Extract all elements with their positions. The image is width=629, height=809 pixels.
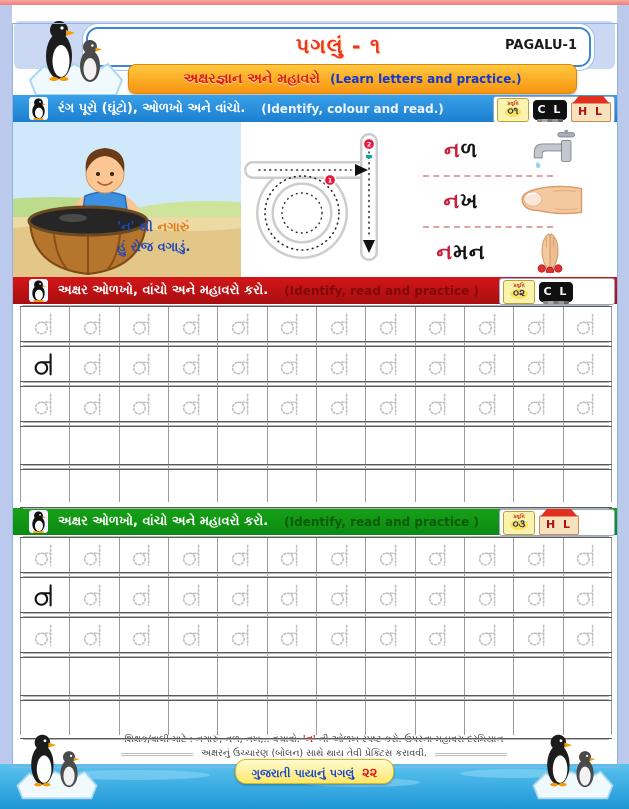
page-title: પગલું - ૧ bbox=[295, 34, 382, 58]
activity-badge-label: પ્રવૃત્તિ bbox=[507, 101, 519, 107]
trace-cell bbox=[69, 307, 118, 341]
trace-cell bbox=[563, 618, 612, 652]
house-roof-icon bbox=[538, 509, 580, 517]
letter-na-glyph bbox=[378, 310, 402, 338]
trace-cell bbox=[119, 538, 168, 572]
trace-cell bbox=[20, 618, 69, 652]
word-row-nal bbox=[417, 128, 613, 172]
activity-badge-number: ૦૨ bbox=[510, 289, 528, 299]
activity2-instruction-gujarati: અક્ષર ઓળખો, વાંચો અને મહાવરો કરો. bbox=[58, 283, 269, 298]
fingernail-icon bbox=[505, 180, 595, 222]
trace-cell bbox=[217, 387, 266, 421]
page-title-english: PAGALU-1 bbox=[505, 38, 577, 53]
illustration-section bbox=[13, 122, 617, 277]
trace-cell bbox=[415, 387, 464, 421]
trace-cell bbox=[563, 387, 612, 421]
penguins-icon bbox=[14, 724, 100, 804]
activity3-badges bbox=[499, 509, 615, 536]
letter-na-glyph bbox=[131, 621, 155, 649]
letter-na-glyph bbox=[82, 390, 106, 418]
letter-na-glyph bbox=[575, 350, 599, 378]
trace-cell bbox=[217, 538, 266, 572]
trace-cell bbox=[513, 347, 562, 381]
blank-writing-row bbox=[20, 700, 612, 739]
word-first-letter: ન bbox=[443, 137, 461, 162]
letter-na-glyph bbox=[526, 621, 550, 649]
letter-na-glyph bbox=[427, 310, 451, 338]
word-separator bbox=[423, 175, 553, 177]
letter-na-glyph bbox=[279, 390, 303, 418]
decorative-top-border bbox=[0, 0, 629, 5]
trace-cell bbox=[415, 618, 464, 652]
activity2-bar bbox=[13, 277, 617, 304]
trace-row bbox=[20, 617, 612, 653]
trace-cell bbox=[20, 347, 69, 381]
letter-na-glyph bbox=[329, 310, 353, 338]
activity-number-badge bbox=[497, 98, 529, 122]
trace-cell bbox=[415, 307, 464, 341]
letter-na-glyph bbox=[526, 390, 550, 418]
activity1-instruction-english: (Identify, colour and read.) bbox=[261, 101, 444, 116]
letter-na-glyph bbox=[181, 581, 205, 609]
trace-cell bbox=[168, 618, 217, 652]
trace-cell bbox=[69, 538, 118, 572]
house-roof-icon bbox=[570, 96, 612, 104]
letter-na-glyph bbox=[477, 350, 501, 378]
activity1-instruction-gujarati: રંગ પૂરો (ઘૂંટો), ઓળખો અને વાંચો. bbox=[58, 101, 246, 116]
trace-cell bbox=[513, 578, 562, 612]
trace-cell bbox=[316, 387, 365, 421]
trace-cell bbox=[365, 618, 414, 652]
activity-badge-number: ૦૩ bbox=[510, 520, 529, 530]
rhyme-text bbox=[117, 218, 241, 258]
letter-na-glyph bbox=[378, 350, 402, 378]
penguin-icon bbox=[29, 97, 48, 120]
trace-cell bbox=[267, 307, 316, 341]
letter-na-glyph bbox=[526, 350, 550, 378]
trace-cell bbox=[563, 578, 612, 612]
homework-label: H L bbox=[545, 518, 573, 531]
trace-cell bbox=[316, 347, 365, 381]
trace-cell bbox=[20, 538, 69, 572]
activity2-instruction-english: (Identify, read and practice ) bbox=[284, 283, 479, 298]
classwork-label: C L bbox=[543, 285, 569, 298]
trace-cell bbox=[464, 618, 513, 652]
trace-cell bbox=[217, 578, 266, 612]
note-highlight-letter: 'ન' bbox=[302, 734, 316, 745]
letter-na-glyph bbox=[279, 310, 303, 338]
page-number: ૨૨ bbox=[362, 766, 378, 781]
trace-cell bbox=[365, 578, 414, 612]
homework-label: H L bbox=[577, 105, 605, 118]
trace-cell bbox=[365, 347, 414, 381]
letter-na-glyph bbox=[329, 541, 353, 569]
word-first-letter: ન bbox=[436, 239, 454, 264]
letter-na-glyph bbox=[477, 310, 501, 338]
banner-title-gujarati: અક્ષરજ્ઞાન અને મહાવરો bbox=[183, 71, 321, 87]
activity-number-badge bbox=[503, 511, 535, 535]
letter-na-glyph bbox=[181, 390, 205, 418]
letter-na-glyph bbox=[477, 581, 501, 609]
decorative-line bbox=[435, 753, 507, 756]
trace-cell bbox=[316, 618, 365, 652]
letter-na-glyph bbox=[131, 581, 155, 609]
letter-na-glyph bbox=[131, 390, 155, 418]
letter-na-glyph bbox=[230, 390, 254, 418]
trace-cell bbox=[267, 347, 316, 381]
trace-row bbox=[20, 306, 612, 342]
activity-number-badge bbox=[503, 280, 535, 304]
trace-cell bbox=[217, 618, 266, 652]
trace-cell bbox=[513, 387, 562, 421]
boy-drum-illustration bbox=[13, 122, 241, 277]
classwork-badge bbox=[539, 282, 573, 302]
trace-cell bbox=[168, 538, 217, 572]
letter-na-glyph bbox=[230, 541, 254, 569]
trace-cell bbox=[316, 307, 365, 341]
letter-na-glyph bbox=[378, 621, 402, 649]
trace-cell bbox=[513, 307, 562, 341]
letter-na-glyph bbox=[230, 310, 254, 338]
word-row-naman bbox=[417, 230, 613, 274]
rhyme-line2: હું રોજ વગાડું. bbox=[117, 240, 191, 256]
letter-na-glyph bbox=[279, 621, 303, 649]
trace-cell bbox=[217, 347, 266, 381]
letter-na-glyph bbox=[575, 621, 599, 649]
letter-na-glyph bbox=[82, 350, 106, 378]
letter-na-glyph bbox=[427, 390, 451, 418]
letter-na-glyph bbox=[526, 310, 550, 338]
letter-na-glyph bbox=[33, 390, 57, 418]
lesson-banner bbox=[128, 64, 577, 94]
activity1-bar bbox=[13, 95, 617, 122]
blank-writing-row bbox=[20, 469, 612, 508]
tap-icon bbox=[505, 129, 595, 171]
rhyme-line1-highlight: નગારું bbox=[157, 220, 190, 235]
letter-na-glyph bbox=[82, 310, 106, 338]
letter-na-glyph bbox=[33, 310, 57, 338]
trace-cell bbox=[69, 387, 118, 421]
trace-cell bbox=[267, 538, 316, 572]
blank-writing-row bbox=[20, 657, 612, 696]
decorative-line bbox=[121, 753, 193, 756]
trace-cell bbox=[168, 307, 217, 341]
trace-cell bbox=[267, 618, 316, 652]
praying-hands-icon bbox=[505, 231, 595, 273]
trace-cell bbox=[69, 578, 118, 612]
word-first-letter: ન bbox=[443, 188, 461, 213]
letter-na-glyph bbox=[131, 541, 155, 569]
penguins-icon bbox=[26, 10, 126, 100]
letter-na-glyph bbox=[82, 621, 106, 649]
trace-cell bbox=[415, 538, 464, 572]
trace-cell bbox=[365, 387, 414, 421]
activity-badge-label: પ્રવૃત્તિ bbox=[513, 283, 525, 289]
trace-cell bbox=[415, 347, 464, 381]
note-line1-suffix: ની ઓળખ સ્પષ્ટ કરો. ઉપરના મહાવરા દરમિયાન bbox=[315, 734, 504, 745]
letter-na-glyph bbox=[230, 350, 254, 378]
letter-na-glyph bbox=[427, 581, 451, 609]
trace-cell bbox=[464, 578, 513, 612]
letter-na-glyph bbox=[378, 541, 402, 569]
trace-cell bbox=[316, 538, 365, 572]
classwork-label: C L bbox=[537, 103, 563, 116]
penguins-icon bbox=[530, 724, 616, 804]
letter-na-glyph bbox=[427, 541, 451, 569]
activity-badge-label: પ્રવૃત્તિ bbox=[513, 514, 525, 520]
trace-cell bbox=[69, 618, 118, 652]
letter-na-glyph bbox=[427, 621, 451, 649]
trace-cell bbox=[365, 538, 414, 572]
letter-na-glyph bbox=[230, 581, 254, 609]
practice-grid-activity3 bbox=[20, 537, 612, 735]
letter-na-glyph bbox=[526, 541, 550, 569]
activity3-bar bbox=[13, 508, 617, 535]
letter-na-glyph bbox=[329, 621, 353, 649]
trace-cell bbox=[563, 307, 612, 341]
note-line2-text: અક્ષરનું ઉચ્ચારણ (બોલન) સાથે થાય તેવી પ્રેક્ટિસ કરાવવી. bbox=[201, 748, 427, 760]
trace-row bbox=[20, 386, 612, 422]
trace-row bbox=[20, 537, 612, 573]
crayons-icon bbox=[543, 301, 569, 304]
trace-cell bbox=[464, 307, 513, 341]
letter-na-glyph bbox=[329, 581, 353, 609]
trace-cell bbox=[267, 578, 316, 612]
letter-na-glyph bbox=[131, 310, 155, 338]
letter-na-glyph bbox=[477, 541, 501, 569]
practice-grid-activity2 bbox=[20, 306, 612, 502]
activity-badge-number: ૦૧ bbox=[505, 107, 522, 117]
banner-title-english: (Learn letters and practice.) bbox=[330, 72, 522, 86]
letter-na-glyph bbox=[33, 350, 57, 378]
letter-na-glyph bbox=[279, 350, 303, 378]
penguin-icon bbox=[29, 510, 48, 533]
letter-na-glyph bbox=[82, 581, 106, 609]
letter-na-glyph bbox=[33, 541, 57, 569]
activity3-instruction-english: (Identify, read and practice ) bbox=[284, 514, 479, 529]
letter-na-glyph bbox=[575, 581, 599, 609]
title-bar bbox=[86, 27, 591, 67]
word-separator bbox=[423, 226, 553, 228]
trace-cell bbox=[513, 618, 562, 652]
letter-na-glyph bbox=[575, 310, 599, 338]
letter-na-glyph bbox=[378, 581, 402, 609]
trace-cell bbox=[119, 307, 168, 341]
letter-na-glyph bbox=[33, 581, 57, 609]
book-title: ગુજરાતી પાયાનું પગલું bbox=[251, 766, 355, 780]
decorative-right-border bbox=[617, 5, 629, 809]
letter-na-glyph bbox=[575, 390, 599, 418]
activity2-badges bbox=[499, 278, 615, 305]
letter-na-glyph bbox=[181, 621, 205, 649]
word-rest: મન bbox=[453, 239, 486, 264]
letter-na-glyph bbox=[279, 541, 303, 569]
trace-cell bbox=[168, 387, 217, 421]
trace-cell bbox=[464, 387, 513, 421]
letter-na-glyph bbox=[477, 621, 501, 649]
activity1-badges bbox=[493, 96, 615, 123]
trace-cell bbox=[464, 538, 513, 572]
book-title-pill bbox=[235, 759, 395, 784]
trace-cell bbox=[168, 347, 217, 381]
letter-na-glyph bbox=[329, 390, 353, 418]
activity3-instruction-gujarati: અક્ષર ઓળખો, વાંચો અને મહાવરો કરો. bbox=[58, 514, 269, 529]
letter-na-glyph bbox=[575, 541, 599, 569]
letter-na-glyph bbox=[427, 350, 451, 378]
trace-row bbox=[20, 577, 612, 613]
trace-cell bbox=[563, 347, 612, 381]
letter-na-glyph bbox=[82, 541, 106, 569]
trace-cell bbox=[217, 307, 266, 341]
trace-cell bbox=[513, 538, 562, 572]
example-words bbox=[417, 128, 613, 274]
letter-na-glyph bbox=[131, 350, 155, 378]
letter-na-glyph bbox=[477, 390, 501, 418]
homework-badge bbox=[571, 102, 611, 122]
trace-cell bbox=[20, 387, 69, 421]
trace-cell bbox=[415, 578, 464, 612]
trace-cell bbox=[69, 347, 118, 381]
letter-trace-diagram bbox=[231, 128, 391, 273]
word-rest: ળ bbox=[460, 137, 479, 162]
letter-na-glyph bbox=[378, 390, 402, 418]
svg-text:1: 1 bbox=[327, 176, 333, 185]
trace-cell bbox=[365, 307, 414, 341]
trace-row bbox=[20, 346, 612, 382]
trace-cell bbox=[20, 307, 69, 341]
trace-cell bbox=[563, 538, 612, 572]
letter-na-glyph bbox=[181, 350, 205, 378]
trace-cell bbox=[464, 347, 513, 381]
trace-cell bbox=[119, 578, 168, 612]
note-line1-prefix: શિક્ષક/વાલી માટે : નગારું, નળ, નખ,.. વંચાવો. bbox=[124, 734, 303, 745]
penguin-icon bbox=[29, 279, 48, 302]
blank-writing-row bbox=[20, 426, 612, 465]
letter-na-glyph bbox=[279, 581, 303, 609]
word-row-nakh bbox=[417, 179, 613, 223]
trace-cell bbox=[20, 578, 69, 612]
trace-cell bbox=[119, 347, 168, 381]
classwork-badge bbox=[533, 100, 567, 120]
trace-cell bbox=[316, 578, 365, 612]
trace-cell bbox=[267, 387, 316, 421]
svg-text:2: 2 bbox=[366, 140, 372, 149]
rhyme-line1-prefix: 'ન' થી bbox=[117, 220, 158, 235]
letter-na-glyph bbox=[329, 350, 353, 378]
letter-na-glyph bbox=[181, 541, 205, 569]
decorative-left-border bbox=[0, 5, 12, 809]
letter-na-glyph bbox=[181, 310, 205, 338]
trace-cell bbox=[119, 618, 168, 652]
word-rest: ખ bbox=[460, 188, 479, 213]
trace-cell bbox=[119, 387, 168, 421]
homework-badge bbox=[539, 515, 579, 535]
rhyme-line1 bbox=[117, 218, 241, 238]
trace-cell bbox=[168, 578, 217, 612]
letter-na-glyph bbox=[230, 621, 254, 649]
letter-na-glyph bbox=[526, 581, 550, 609]
letter-na-glyph bbox=[33, 621, 57, 649]
